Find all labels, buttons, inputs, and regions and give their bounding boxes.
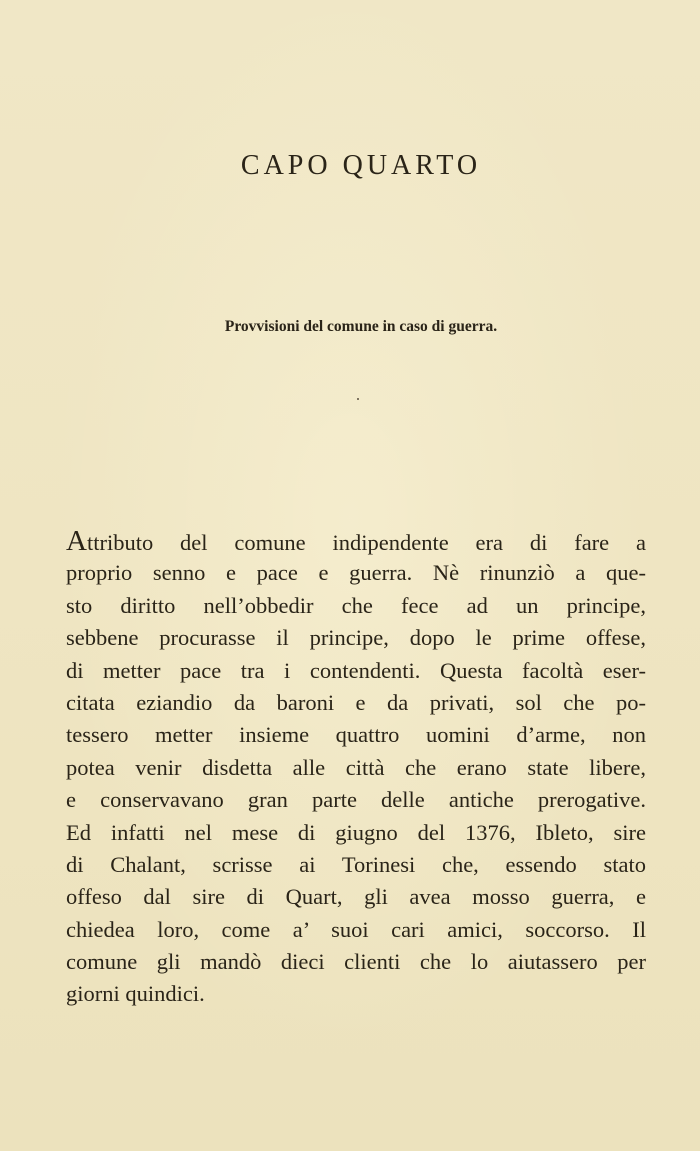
body-paragraph (66, 525, 646, 1011)
text-line-6: citata eziandio da baroni e da privati, sol che po- (66, 689, 646, 715)
text-line-9: e conservavano gran parte delle antiche prerogative. (66, 787, 646, 813)
text-line-12: offeso dal sire di Quart, gli avea mosso guerra, e (66, 884, 646, 910)
drop-initial: A (66, 525, 87, 557)
chapter-subtitle: Provvisioni del comune in caso di guerra. (224, 318, 498, 335)
text-line-14: comune gli mandò dieci clienti che lo aiutassero per (66, 949, 646, 975)
text-line-10: Ed infatti nel mese di giugno del 1376, Ibleto, sire (66, 819, 646, 845)
text-line-2: proprio senno e pace e guerra. Nè rinunziò a que- (66, 560, 646, 586)
text-line-7: tessero metter insieme quattro uomini d’arme, non (66, 722, 646, 748)
text-line-3: sto diritto nell’obbedir che fece ad un principe, (66, 592, 646, 618)
text-line-1: Attributo del comune indipendente era di fare a (66, 525, 646, 557)
text-line-5: di metter pace tra i contendenti. Questa facoltà eser- (66, 657, 646, 683)
text-line-15: giorni quindici. (66, 981, 205, 1007)
chapter-title: CAPO QUARTO (240, 150, 482, 181)
text-line-8: potea venir disdetta alle città che erano state libere, (66, 754, 646, 780)
text-line-11: di Chalant, scrisse ai Torinesi che, essendo stato (66, 851, 646, 877)
text-line-13: chiedea loro, come a’ suoi cari amici, soccorso. Il (66, 916, 646, 942)
text-line-4: sebbene procurasse il principe, dopo le prime offese, (66, 625, 646, 651)
ornament-dot (357, 398, 359, 400)
